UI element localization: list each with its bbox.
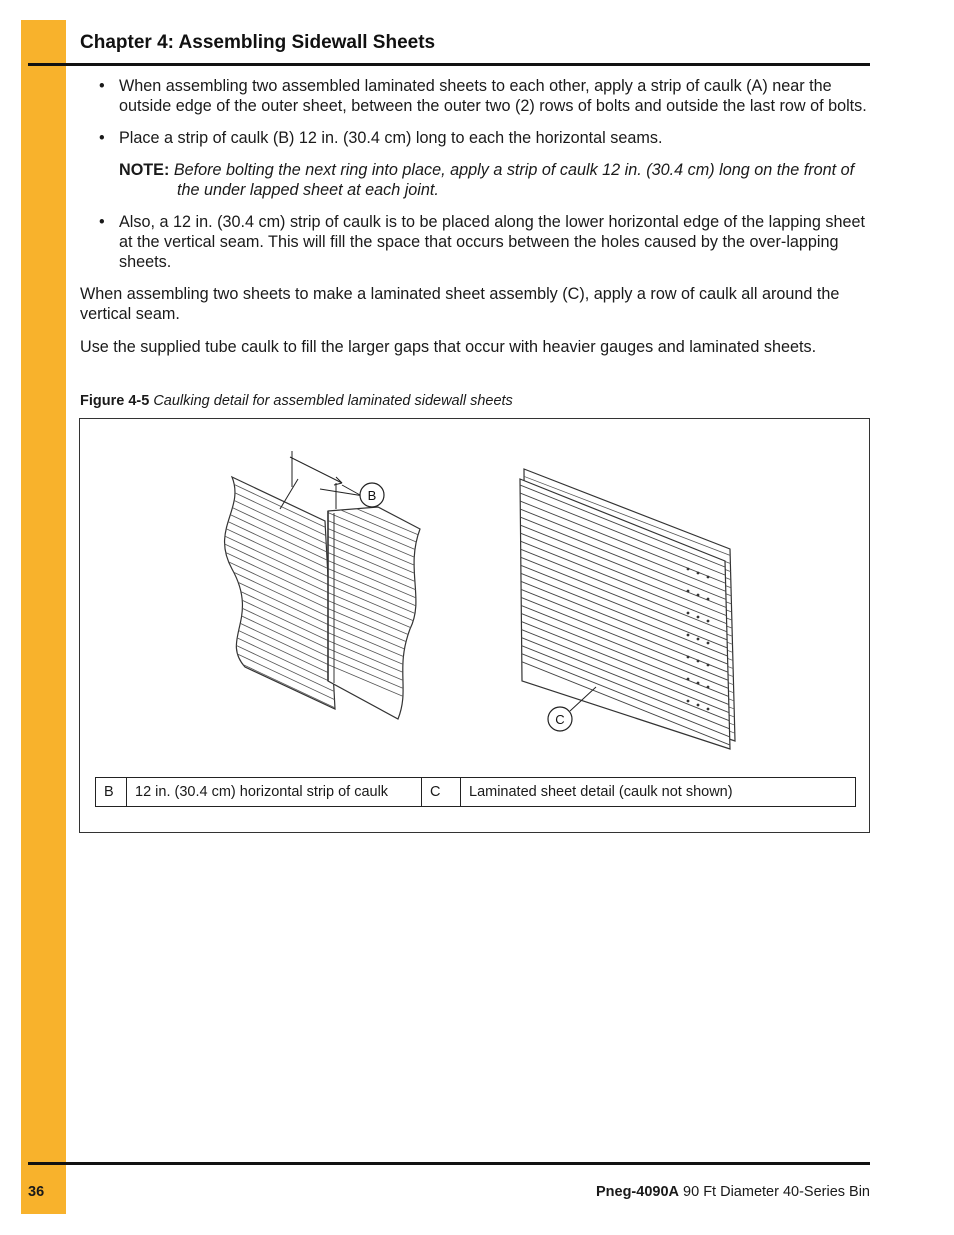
document-title: 90 Ft Diameter 40-Series Bin xyxy=(683,1184,870,1200)
figure-illustration xyxy=(80,419,869,774)
paragraph: When assembling two sheets to make a laminated sheet assembly (C), apply a row of caulk all around the vertical seam. xyxy=(80,285,840,323)
dimension-arrow xyxy=(280,451,370,509)
note-block xyxy=(80,160,870,200)
footer-rule xyxy=(28,1162,870,1165)
bullet-text: Place a strip of caulk (B) 12 in. (30.4 cm) long to each the horizontal seams. xyxy=(119,129,663,147)
bullet-text: When assembling two assembled laminated sheets to each other, apply a strip of caulk (A) near the outside edge of the outer sheet, between the outer two (2) rows of bolts and outside the last row of bolts. xyxy=(119,77,867,115)
chapter-title: Chapter 4: Assembling Sidewall Sheets xyxy=(80,32,436,53)
page-number: 36 xyxy=(28,1184,45,1200)
bullet-item xyxy=(80,128,870,148)
body-content xyxy=(80,76,870,370)
figure-number: Figure 4-5 xyxy=(80,393,150,409)
callout-b-label: B xyxy=(367,488,377,503)
footer-document-title xyxy=(596,1184,870,1200)
legend-key: B xyxy=(96,778,127,806)
note-text: Before bolting the next ring into place, apply a strip of caulk 12 in. (30.4 cm) long on the front of the under lapped sheet at each joint. xyxy=(173,161,855,199)
figure-caption-text: Caulking detail for assembled laminated sidewall sheets xyxy=(153,393,513,409)
bullet-item xyxy=(80,76,870,116)
chapter-sidebar-bar xyxy=(21,20,66,1214)
note-label: NOTE: xyxy=(119,161,170,179)
bullet-item xyxy=(80,212,870,272)
callout-c-label: C xyxy=(555,712,565,727)
bullet-marker: • xyxy=(99,77,105,95)
callout-b xyxy=(342,483,384,507)
bullet-marker: • xyxy=(99,129,105,147)
legend-key: C xyxy=(422,778,461,806)
legend-description: Laminated sheet detail (caulk not shown) xyxy=(469,784,733,800)
document-id: Pneg-4090A xyxy=(595,1184,679,1200)
paragraph: Use the supplied tube caulk to fill the larger gaps that occur with heavier gauges and laminated sheets. xyxy=(80,338,817,356)
figure-legend-table xyxy=(95,777,856,807)
figure-caption xyxy=(80,393,513,409)
bullet-marker: • xyxy=(99,213,105,231)
legend-description: 12 in. (30.4 cm) horizontal strip of caulk xyxy=(127,778,422,806)
figure-box xyxy=(79,418,870,833)
header-rule xyxy=(28,63,870,66)
bullet-text: Also, a 12 in. (30.4 cm) strip of caulk is to be placed along the lower horizontal edge of the lapping sheet at the vertical seam. This will fill the space that occurs between the holes caused by the over-lapping sheets. xyxy=(119,213,865,271)
